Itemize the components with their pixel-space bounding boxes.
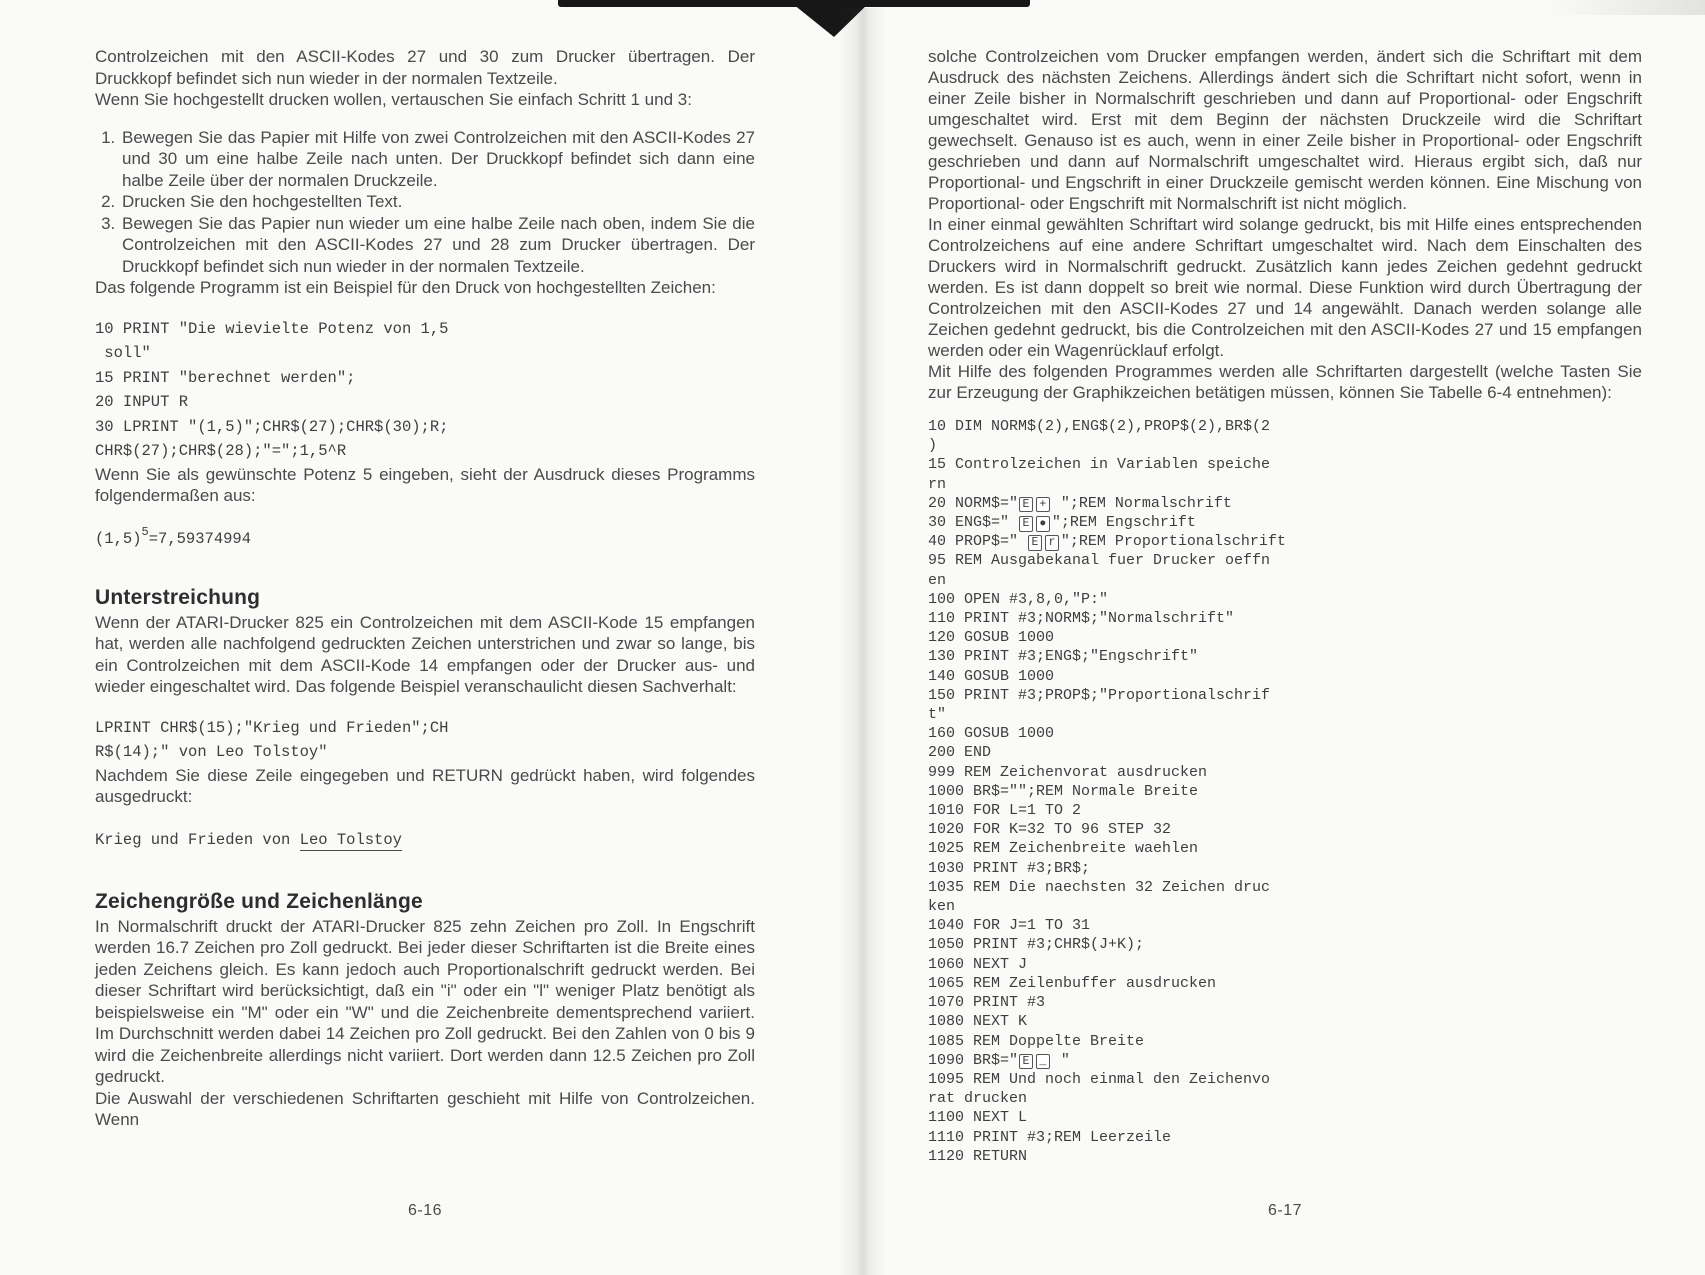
code-line: 1050 PRINT #3;CHR$(J+K); [928,936,1145,954]
basic-listing-fonts-demo [928,417,1642,1166]
code-line: 1070 PRINT #3 [928,994,1046,1012]
code-line: 160 GOSUB 1000 [928,725,1055,743]
plus-key-icon: + [1036,497,1050,513]
code-line: 1065 REM Zeilenbuffer ausdrucken [928,974,1217,992]
code-line: rat drucken [928,1090,1028,1108]
code-line: 1035 REM Die naechsten 32 Zeichen druc [928,878,1271,896]
krieg-underlined-text: Leo Tolstoy [299,830,402,849]
code-line: 1120 RETURN [928,1147,1028,1165]
section-heading-zeichengroesse: Zeichengröße und Zeichenlänge [95,889,423,913]
code-line: soll" [95,344,151,362]
code-line: 1025 REM Zeichenbreite waehlen [928,840,1199,858]
paragraph-program-intro: Das folgende Programm ist ein Beispiel für den Druck von hochgestellten Zeichen: [95,278,716,297]
section-heading-unterstreichung: Unterstreichung [95,585,261,609]
code-line: 999 REM Zeichenvorat ausdrucken [928,763,1208,781]
code-line: LPRINT CHR$(15);"Krieg und Frieden";CH [95,718,449,737]
instruction-step-2: 2. Drucken Sie den hochgestellten Text. [120,191,755,213]
esc-key-icon: E [1019,516,1033,532]
instruction-step-3: 3. Bewegen Sie das Papier nun wieder um eine halbe Zeile nach oben, indem Sie die Controlzeichen mit den ASCII-Kodes 27 und 28 zum Drucker übertragen. Der Druckkopf befindet sich nun wieder in der normalen Textzeile. [120,213,755,278]
code-line: 20 INPUT R [95,393,189,411]
page-number-left: 6-16 [407,1202,443,1219]
paragraph-underline-explain: Wenn der ATARI-Drucker 825 ein Controlzeichen mit dem ASCII-Kode 15 empfangen hat, werden alle nachfolgend gedruckten Zeichen unterstrichen und zwar so lange, bis ein Controlzeichen mit dem ASCII-Kode 14 empfangen oder der Drucker aus- und wieder eingeschaltet wird. Das folgende Beispiel veranschaulicht diesen Sachverhalt: [95,612,755,696]
code-line: 200 END [928,744,992,762]
code-line: 1080 NEXT K [928,1013,1028,1031]
code-line: 30 ENG$=" E ● ";REM Engschrift [928,514,1196,532]
code-line: CHR$(27);CHR$(28);"=";1,5^R [95,442,347,460]
esc-key-icon: E [1028,535,1042,551]
code-line: 1000 BR$="";REM Normale Breite [928,782,1199,800]
code-line: 1040 FOR J=1 TO 31 [928,917,1091,935]
basic-listing-underline [95,716,755,765]
code-line: 40 PROP$=" E r ";REM Proportionalschrift [928,533,1286,551]
code-line: 20 NORM$=" E + ";REM Normalschrift [928,494,1232,512]
paragraph-return-note: Nachdem Sie diese Zeile eingegeben und RETURN gedrückt haben, wird folgendes ausgedruckt: [95,765,755,806]
code-line: 100 OPEN #3,8,0,"P:" [928,590,1109,608]
paragraph-output-intro: Wenn Sie als gewünschte Potenz 5 eingeben, sieht der Ausdruck dieses Programms folgendermaßen aus: [95,464,755,505]
paragraph-font-switching: solche Controlzeichen vom Drucker empfangen werden, ändert sich die Schriftart mit dem Ausdruck des nächsten Zeichens. Allerdings ändert sich die Schriftart nicht sofort, wenn in einer Zeile bisher in Normalschrift geschrieben und dann auf Proportional- oder Engschrift umgeschaltet wird. Erst mit dem Beginn der nächsten Druckzeile wird die Schriftart gewechselt. Genauso ist es auch, wenn in einer Zeile bisher in Proportional- oder Engschrift geschrieben und dann auf Normalschrift umgeschaltet wird. Hieraus ergibt sich, daß nur Proportional- und Engschrift in einer Druckzeile gemischt werden können. Eine Mischung von Proportional- oder Engschrift mit Normalschrift ist nicht möglich. [928,47,1642,213]
result-exponent: 5 [141,524,149,539]
book-gutter-shadow [838,8,886,1275]
esc-key-icon: E [1019,497,1033,513]
code-line: 1020 FOR K=32 TO 96 STEP 32 [928,821,1172,839]
code-line: 1100 NEXT L [928,1109,1028,1127]
code-line: 150 PRINT #3;PROP$;"Proportionalschrif [928,686,1271,704]
underscore-key-icon: _ [1036,1054,1050,1070]
code-line: 110 PRINT #3;NORM$;"Normalschrift" [928,610,1235,628]
page-number-right: 6-17 [1267,1202,1303,1219]
code-line: 140 GOSUB 1000 [928,667,1055,685]
r-key-icon: r [1045,535,1059,551]
right-page [928,0,1642,1275]
code-line: 1085 REM Doppelte Breite [928,1032,1145,1050]
code-line: 1060 NEXT J [928,955,1028,973]
code-line: 1095 REM Und noch einmal den Zeichenvo [928,1070,1271,1088]
code-line: R$(14);" von Leo Tolstoy" [95,743,328,761]
code-line: t" [928,706,947,724]
paragraph-superscript-intro: Wenn Sie hochgestellt drucken wollen, vertauschen Sie einfach Schritt 1 und 3: [95,90,692,109]
code-line: 130 PRINT #3;ENG$;"Engschrift" [928,648,1199,666]
continuation-paragraph: Controlzeichen mit den ASCII-Kodes 27 und 30 zum Drucker übertragen. Der Druckkopf befindet sich nun wieder in der normalen Textzeile. [95,47,755,88]
code-line: 1110 PRINT #3;REM Leerzeile [928,1128,1172,1146]
code-line: 120 GOSUB 1000 [928,629,1055,647]
code-line: 15 Controlzeichen in Variablen speiche [928,456,1271,474]
code-line: en [928,571,947,589]
result-value: =7,59374994 [148,529,252,548]
instruction-list [95,127,755,278]
code-line: 95 REM Ausgabekanal fuer Drucker oeffn [928,552,1271,570]
dot-key-icon: ● [1036,516,1050,532]
code-line: 10 DIM NORM$(2),ENG$(2),PROP$(2),BR$(2 [928,418,1271,435]
code-line: ) [928,437,938,455]
code-line: 1010 FOR L=1 TO 2 [928,802,1082,820]
esc-key-icon: E [1019,1054,1033,1070]
code-line: 1090 BR$=" E _ " [928,1051,1070,1069]
code-line: 1030 PRINT #3;BR$; [928,859,1091,877]
left-page [95,0,755,1275]
paragraph-character-size: In Normalschrift druckt der ATARI-Drucker 825 zehn Zeichen pro Zoll. In Engschrift werden 16.7 Zeichen pro Zoll gedruckt. Bei jeder dieser Schriftarten ist die Breite eines jeden Zeichens gleich. Es kann jedoch auch Proportionalschrift gedruckt werden. Bei dieser Schriftart wird berücksichtigt, daß ein "i" oder ein "l" weniger Platz benötigt als beispielsweise ein "M" oder ein "W" und die Zeichenbreite dementsprechend variiert. Im Durchschnitt werden dabei 14 Zeichen pro Zoll gedruckt. Bei den Zahlen von 0 bis 9 wird die Zeichenbreite allerdings nicht variiert. Dort werden dann 12.5 Zeichen pro Zoll gedruckt. [95,916,755,1086]
code-line: 30 LPRINT "(1,5)";CHR$(27);CHR$(30);R; [95,417,449,436]
basic-listing-superscript [95,317,755,464]
code-line: 15 PRINT "berechnet werden"; [95,368,356,387]
paragraph-listing-intro: Mit Hilfe des folgenden Programmes werden alle Schriftarten dargestellt (welche Tasten Sie zur Erzeugung der Graphikzeichen betätigen müssen, können Sie Tabelle 6-4 entnehmen): [928,362,1642,402]
instruction-step-1: 1. Bewegen Sie das Papier mit Hilfe von zwei Controlzeichen mit den ASCII-Kodes 27 und 30 um eine halbe Zeile nach unten. Der Druckkopf befindet sich dann eine halbe Zeile über der normalen Druckzeile. [120,127,755,192]
krieg-prefix: Krieg und Frieden von [95,830,300,849]
printed-underline-example [95,830,755,850]
result-base: (1,5) [95,529,142,548]
code-line: rn [928,475,947,493]
code-line: 10 PRINT "Die wievielte Potenz von 1,5 [95,319,449,338]
code-line: ken [928,898,956,916]
paragraph-font-selection: Die Auswahl der verschiedenen Schriftarten geschieht mit Hilfe von Controlzeichen. Wenn [95,1088,755,1129]
paragraph-wide-print: In einer einmal gewählten Schriftart wird solange gedruckt, bis mit Hilfe eines entsprechenden Controlzeichens auf eine andere Schriftart umgeschaltet wird. Nach dem Einschalten des Druckers wird in Normalschrift gedruckt. Zusätzlich kann jedes Zeichen gedehnt gedruckt werden. Es ist dann doppelt so breit wie normal. Diese Funktion wird durch Übertragung der Controlzeichen mit den ASCII-Kodes 27 und 14 angewählt. Danach werden solange alle Zeichen gedehnt gedruckt, bis die Controlzeichen mit den ASCII-Kodes 27 und 15 empfangen werden oder ein Wagenrücklauf erfolgt. [928,215,1642,360]
printed-result-line [95,524,755,550]
